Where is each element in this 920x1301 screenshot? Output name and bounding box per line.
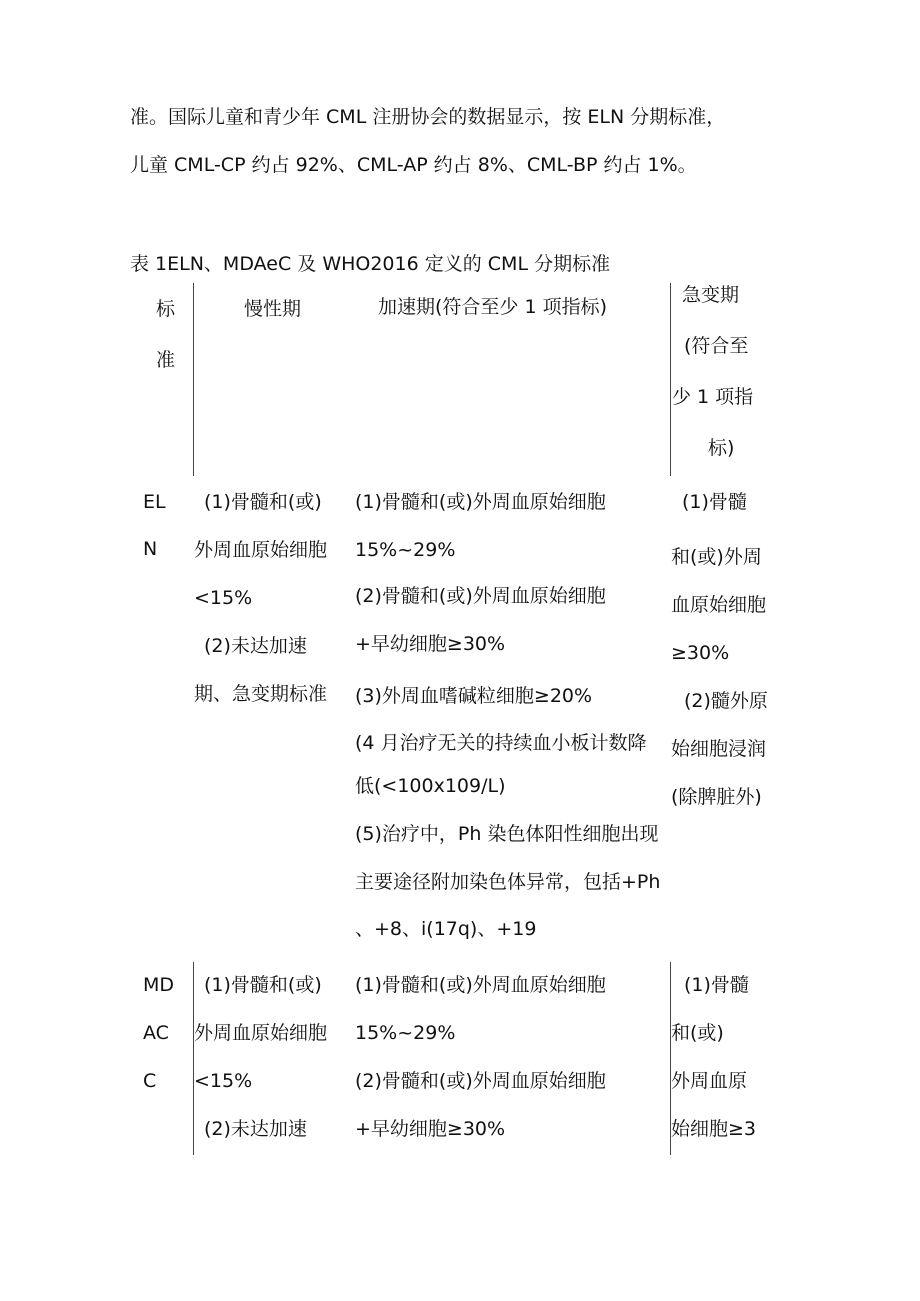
row-chronic-line: (1)骨髓和(或) — [204, 491, 322, 513]
row-accelerated-line: +早幼细胞≥30% — [355, 633, 506, 655]
row-accelerated-line: (2)骨髓和(或)外周血原始细胞 — [355, 585, 606, 607]
row-blast-line: 和(或) — [671, 1022, 724, 1044]
row-blast-line: 始细胞≥3 — [671, 1118, 757, 1140]
row-accelerated-line: (1)骨髓和(或)外周血原始细胞 — [355, 491, 606, 513]
row-chronic-line: (2)未达加速 — [204, 1118, 307, 1140]
header-blast-line: 少 1 项指 — [672, 386, 754, 408]
row-standard-line: MD — [143, 974, 175, 996]
header-blast-line: (符合至 — [684, 335, 749, 357]
paragraph-line-2: 儿童 CML-CP 约占 92%、CML-AP 约占 8%、CML-BP 约占 1%。 — [130, 154, 697, 176]
header-standard-line: 准 — [156, 349, 176, 371]
header-chronic-phase: 慢性期 — [244, 298, 302, 320]
row-blast-line: 血原始细胞 — [671, 594, 767, 616]
row-chronic-line: 外周血原始细胞 — [194, 1022, 328, 1044]
row-accelerated-line: 15%~29% — [355, 539, 456, 561]
row-standard-line: AC — [143, 1022, 169, 1044]
row-accelerated-line: (1)骨髓和(或)外周血原始细胞 — [355, 974, 606, 996]
row-accelerated-line: 、+8、i(17q)、+19 — [355, 918, 537, 940]
row-accelerated-line: 15%~29% — [355, 1022, 456, 1044]
row-accelerated-line: 低(<100x109/L) — [355, 775, 506, 797]
row-accelerated-line: (3)外周血嗜碱粒细胞≥20% — [355, 685, 593, 707]
row-chronic-line: (1)骨髓和(或) — [204, 974, 322, 996]
row-chronic-line: 外周血原始细胞 — [194, 539, 328, 561]
row-accelerated-line: +早幼细胞≥30% — [355, 1118, 506, 1140]
row-blast-line: (1)骨髓 — [684, 974, 749, 996]
table-caption: 表 1ELN、MDAeC 及 WHO2016 定义的 CML 分期标准 — [130, 253, 611, 275]
row-blast-line: 始细胞浸润 — [671, 738, 767, 760]
header-blast-line: 标) — [708, 437, 735, 459]
row-standard-line: C — [143, 1070, 157, 1092]
row-accelerated-line: 主要途径附加染色体异常，包括+Ph — [355, 871, 661, 893]
header-standard-line: 标 — [156, 298, 176, 320]
row-chronic-line: 期、急变期标准 — [194, 683, 328, 705]
row-blast-line: (除脾脏外) — [671, 786, 762, 808]
row-accelerated-line: (4 月治疗无关的持续血小板计数降 — [355, 732, 647, 754]
table-divider-row2-left — [193, 962, 194, 1155]
table-divider-header-left — [193, 283, 194, 476]
header-accelerated-phase: 加速期(符合至少 1 项指标) — [378, 296, 607, 318]
row-blast-line: (1)骨髓 — [682, 491, 747, 513]
row-blast-line: (2)髓外原 — [684, 690, 768, 712]
header-blast-line: 急变期 — [682, 284, 740, 306]
paragraph-line-1: 准。国际儿童和青少年 CML 注册协会的数据显示，按 ELN 分期标准， — [130, 106, 726, 128]
row-blast-line: 和(或)外周 — [671, 546, 762, 568]
row-blast-line: ≥30% — [671, 642, 730, 664]
row-accelerated-line: (5)治疗中，Ph 染色体阳性细胞出现 — [355, 823, 659, 845]
row-accelerated-line: (2)骨髓和(或)外周血原始细胞 — [355, 1070, 606, 1092]
row-standard-line: N — [143, 538, 158, 560]
row-chronic-line: <15% — [194, 587, 253, 609]
row-blast-line: 外周血原 — [671, 1070, 748, 1092]
table-divider-header-right — [670, 283, 671, 476]
row-chronic-line: <15% — [194, 1070, 253, 1092]
row-chronic-line: (2)未达加速 — [204, 635, 307, 657]
row-standard-line: EL — [143, 491, 166, 513]
